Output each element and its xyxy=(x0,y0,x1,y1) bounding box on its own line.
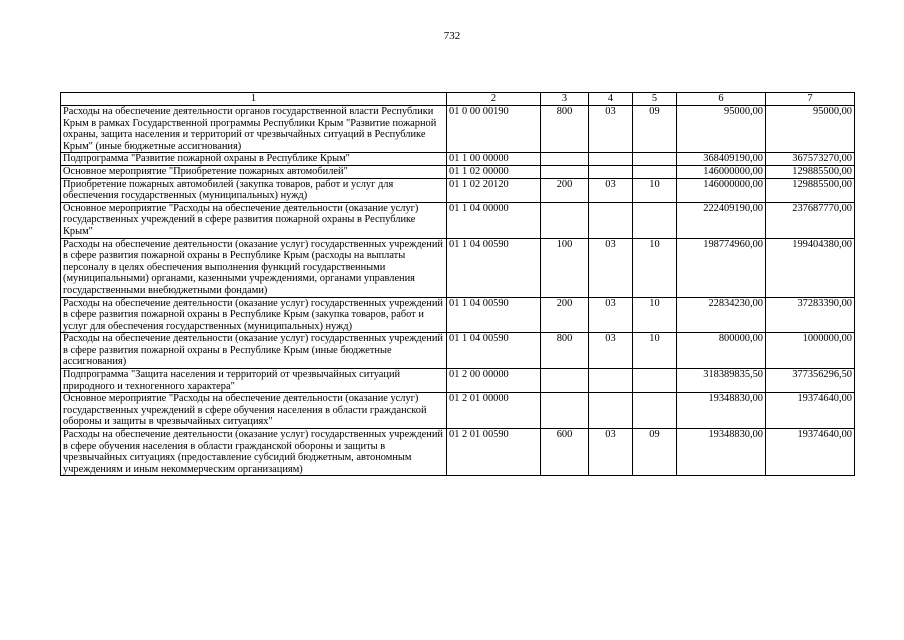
row-vr-cell xyxy=(541,153,589,166)
row-csr-cell: 01 1 04 00000 xyxy=(447,202,541,238)
page-number: 732 xyxy=(443,30,461,42)
row-rz-cell: 03 xyxy=(589,106,633,153)
row-sum2-cell: 19374640,00 xyxy=(766,429,855,476)
row-csr-cell: 01 1 02 20120 xyxy=(447,178,541,202)
row-sum2-cell: 19374640,00 xyxy=(766,393,855,429)
row-csr-cell: 01 1 02 00000 xyxy=(447,165,541,178)
row-sum1-cell: 368409190,00 xyxy=(677,153,766,166)
row-name-cell: Расходы на обеспечение деятельности органов государственной власти Республики Крым в рамках Государственной программы Республики Крым "Развитие пожарной охраны, защита населения и территорий от чрезвычайных ситуаций в Республике Крым" (иные бюджетные ассигнования) xyxy=(61,106,447,153)
row-csr-cell: 01 2 01 00000 xyxy=(447,393,541,429)
row-name-cell: Расходы на обеспечение деятельности (оказание услуг) государственных учреждений в сфере развития пожарной охраны в Республике Крым (закупка товаров, работ и услуг для обеспечения государственных (муниципальных) нужд) xyxy=(61,297,447,333)
row-sum1-cell: 318389835,50 xyxy=(677,369,766,393)
table-row xyxy=(61,153,855,166)
row-sum2-cell: 37283390,00 xyxy=(766,297,855,333)
header-cell: 4 xyxy=(589,93,633,106)
row-csr-cell: 01 2 00 00000 xyxy=(447,369,541,393)
header-cell: 7 xyxy=(766,93,855,106)
row-sum2-cell: 1000000,00 xyxy=(766,333,855,369)
row-rz-cell: 03 xyxy=(589,178,633,202)
header-cell: 6 xyxy=(677,93,766,106)
table-row xyxy=(61,238,855,297)
row-vr-cell xyxy=(541,202,589,238)
table-row xyxy=(61,393,855,429)
row-rz-cell xyxy=(589,202,633,238)
row-csr-cell: 01 2 01 00590 xyxy=(447,429,541,476)
row-sum1-cell: 19348830,00 xyxy=(677,393,766,429)
row-rz-cell xyxy=(589,153,633,166)
row-vr-cell: 600 xyxy=(541,429,589,476)
row-rz-cell: 03 xyxy=(589,429,633,476)
row-rz-cell: 03 xyxy=(589,297,633,333)
row-sum2-cell: 95000,00 xyxy=(766,106,855,153)
row-pr-cell xyxy=(633,153,677,166)
row-csr-cell: 01 1 00 00000 xyxy=(447,153,541,166)
header-cell: 3 xyxy=(541,93,589,106)
table-row xyxy=(61,165,855,178)
row-sum1-cell: 19348830,00 xyxy=(677,429,766,476)
row-rz-cell xyxy=(589,165,633,178)
row-name-cell: Расходы на обеспечение деятельности (оказание услуг) государственных учреждений в сфере обучения населения в области гражданской обороны и защиты в чрезвычайных ситуациях (предоставление субсидий бюджетным, автономным учреждениям и иным некоммерческим организациям) xyxy=(61,429,447,476)
row-sum1-cell: 95000,00 xyxy=(677,106,766,153)
row-vr-cell xyxy=(541,165,589,178)
row-vr-cell: 200 xyxy=(541,178,589,202)
row-name-cell: Расходы на обеспечение деятельности (оказание услуг) государственных учреждений в сфере развития пожарной охраны в Республике Крым (иные бюджетные ассигнования) xyxy=(61,333,447,369)
table-row xyxy=(61,333,855,369)
row-vr-cell xyxy=(541,369,589,393)
row-name-cell: Основное мероприятие "Приобретение пожарных автомобилей" xyxy=(61,165,447,178)
header-row xyxy=(61,93,855,106)
row-csr-cell: 01 1 04 00590 xyxy=(447,297,541,333)
row-pr-cell: 10 xyxy=(633,178,677,202)
row-sum2-cell: 129885500,00 xyxy=(766,165,855,178)
row-sum1-cell: 22834230,00 xyxy=(677,297,766,333)
header-cell: 1 xyxy=(61,93,447,106)
table-row xyxy=(61,106,855,153)
row-pr-cell xyxy=(633,202,677,238)
table-row xyxy=(61,202,855,238)
row-pr-cell: 10 xyxy=(633,297,677,333)
row-vr-cell xyxy=(541,393,589,429)
table-row xyxy=(61,297,855,333)
budget-table xyxy=(60,92,855,476)
row-name-cell: Подпрограмма "Развитие пожарной охраны в Республике Крым" xyxy=(61,153,447,166)
row-rz-cell: 03 xyxy=(589,238,633,297)
row-sum2-cell: 237687770,00 xyxy=(766,202,855,238)
table-row xyxy=(61,178,855,202)
row-rz-cell xyxy=(589,369,633,393)
row-pr-cell: 09 xyxy=(633,429,677,476)
row-sum2-cell: 129885500,00 xyxy=(766,178,855,202)
row-vr-cell: 800 xyxy=(541,106,589,153)
table-row xyxy=(61,369,855,393)
row-csr-cell: 01 1 04 00590 xyxy=(447,333,541,369)
row-csr-cell: 01 1 04 00590 xyxy=(447,238,541,297)
row-vr-cell: 100 xyxy=(541,238,589,297)
table-row xyxy=(61,429,855,476)
row-name-cell: Основное мероприятие "Расходы на обеспечение деятельности (оказание услуг) государственных учреждений в сфере обучения населения в области гражданской обороны и защиты в чрезвычайных ситуациях" xyxy=(61,393,447,429)
row-sum1-cell: 800000,00 xyxy=(677,333,766,369)
row-name-cell: Подпрограмма "Защита населения и территорий от чрезвычайных ситуаций природного и техногенного характера" xyxy=(61,369,447,393)
row-sum1-cell: 146000000,00 xyxy=(677,178,766,202)
row-sum2-cell: 377356296,50 xyxy=(766,369,855,393)
row-rz-cell: 03 xyxy=(589,333,633,369)
row-pr-cell xyxy=(633,393,677,429)
row-pr-cell: 10 xyxy=(633,238,677,297)
row-sum1-cell: 222409190,00 xyxy=(677,202,766,238)
row-vr-cell: 800 xyxy=(541,333,589,369)
row-sum1-cell: 146000000,00 xyxy=(677,165,766,178)
row-pr-cell: 09 xyxy=(633,106,677,153)
row-csr-cell: 01 0 00 00190 xyxy=(447,106,541,153)
row-name-cell: Расходы на обеспечение деятельности (оказание услуг) государственных учреждений в сфере развития пожарной охраны в Республике Крым (расходы на выплаты персоналу в целях обеспечения выполнения функций государственными (муниципальными) органами, казенными учреждениями, органами управления государственными внебюджетными фондами) xyxy=(61,238,447,297)
row-pr-cell xyxy=(633,369,677,393)
row-sum2-cell: 199404380,00 xyxy=(766,238,855,297)
row-name-cell: Приобретение пожарных автомобилей (закупка товаров, работ и услуг для обеспечения государственных (муниципальных) нужд) xyxy=(61,178,447,202)
row-pr-cell xyxy=(633,165,677,178)
row-name-cell: Основное мероприятие "Расходы на обеспечение деятельности (оказание услуг) государственных учреждений в сфере развития пожарной охраны в Республике Крым" xyxy=(61,202,447,238)
row-pr-cell: 10 xyxy=(633,333,677,369)
row-sum2-cell: 367573270,00 xyxy=(766,153,855,166)
row-sum1-cell: 198774960,00 xyxy=(677,238,766,297)
row-rz-cell xyxy=(589,393,633,429)
header-cell: 2 xyxy=(447,93,541,106)
row-vr-cell: 200 xyxy=(541,297,589,333)
header-cell: 5 xyxy=(633,93,677,106)
